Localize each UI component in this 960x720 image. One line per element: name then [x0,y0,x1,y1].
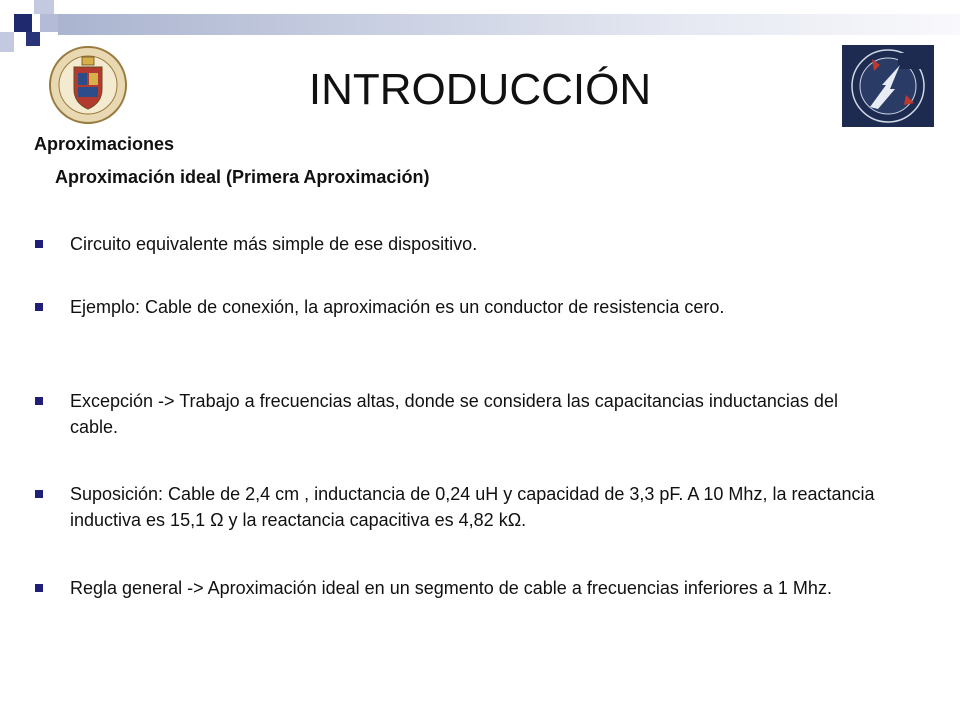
square-bullet-icon [35,490,43,498]
bullet-text: Circuito equivalente más simple de ese dispositivo. [70,234,478,254]
decor-square-light-1 [34,0,54,14]
decor-square-light-3 [0,32,14,52]
bullet-text: Excepción -> Trabajo a frecuencias altas, donde se considera las capacitancias inductancias del cable. [70,391,838,437]
header-gradient-bar [58,14,960,35]
decor-square-light-2 [40,14,58,32]
square-bullet-icon [35,303,43,311]
section-heading: Aproximaciones [34,134,175,154]
bullet-item [70,575,890,601]
square-bullet-icon [35,240,43,248]
decor-square-dark-2 [26,32,40,46]
bullet-item [70,481,890,533]
bullet-text: Suposición: Cable de 2,4 cm , inductancia de 0,24 uH y capacidad de 3,3 pF. A 10 Mhz, la reactancia inductiva es 15,1 Ω y la reactancia capacitiva es 4,82 kΩ. [70,484,875,530]
bullet-text: Ejemplo: Cable de conexión, la aproximación es un conductor de resistencia cero. [70,297,725,317]
bullet-text: Regla general -> Aproximación ideal en un segmento de cable a frecuencias inferiores a 1 Mhz. [70,578,832,598]
square-bullet-icon [35,397,43,405]
bullet-item [70,388,890,440]
slide-title: INTRODUCCIÓN [308,65,652,114]
decor-square-dark-1 [14,14,32,32]
square-bullet-icon [35,584,43,592]
section-subheading: Aproximación ideal (Primera Aproximación) [55,167,430,187]
bullet-item [70,231,890,257]
bullet-item [70,294,890,320]
